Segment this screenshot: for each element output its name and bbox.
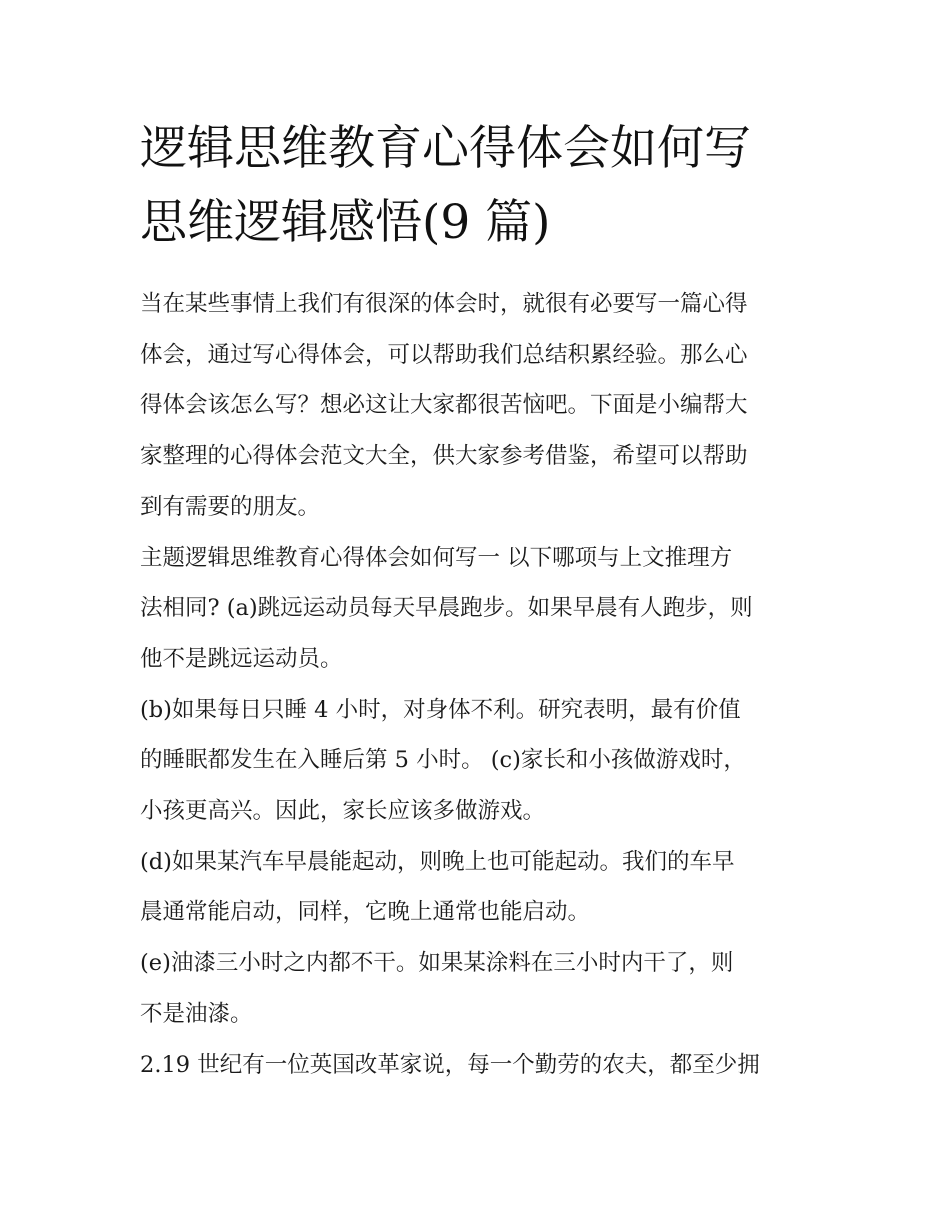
intro-paragraph <box>140 279 820 533</box>
page-title <box>140 112 820 260</box>
text-line: 2.19 世纪有一位英国改革家说，每一个勤劳的农夫，都至少拥 <box>140 1051 760 1078</box>
text-line: 法相同? (a)跳远运动员每天早晨跑步。如果早晨有人跑步，则 <box>140 595 753 622</box>
text-line: 当在某些事情上我们有很深的体会时，就很有必要写一篇心得 <box>140 291 748 317</box>
option-b-c-paragraph <box>140 685 820 837</box>
title-line-2: 思维逻辑感悟(9 篇) <box>140 195 551 250</box>
text-line: (d)如果某汽车早晨能起动，则晚上也可能起动。我们的车早 <box>140 848 735 875</box>
option-e-paragraph <box>140 938 820 1039</box>
text-line: 不是油漆。 <box>140 1000 253 1027</box>
text-line: 晨通常能启动，同样，它晚上通常也能启动。 <box>140 899 591 926</box>
text-line: (e)油漆三小时之内都不干。如果某涂料在三小时内干了，则 <box>140 950 734 977</box>
text-line: 他不是跳远运动员。 <box>140 645 343 672</box>
text-line: 的睡眠都发生在入睡后第 5 小时。 (c)家长和小孩做游戏时， <box>140 747 746 774</box>
document-body <box>140 279 820 1090</box>
text-line: 主题逻辑思维教育心得体会如何写一 以下哪项与上文推理方 <box>140 544 733 571</box>
option-d-paragraph <box>140 837 820 938</box>
title-line-1: 逻辑思维教育心得体会如何写 <box>140 121 751 176</box>
text-line: 体会，通过写心得体会，可以帮助我们总结积累经验。那么心 <box>140 341 748 368</box>
question-2-paragraph <box>140 1040 820 1091</box>
text-line: 小孩更高兴。因此，家长应该多做游戏。 <box>140 798 546 825</box>
text-line: (b)如果每日只睡 4 小时，对身体不利。研究表明，最有价值 <box>140 696 741 723</box>
text-line: 到有需要的朋友。 <box>140 493 321 520</box>
text-line: 家整理的心得体会范文大全，供大家参考借鉴，希望可以帮助 <box>140 443 748 470</box>
text-line: 得体会该怎么写？想必这让大家都很苦恼吧。下面是小编帮大 <box>140 392 748 419</box>
question-paragraph <box>140 533 820 685</box>
